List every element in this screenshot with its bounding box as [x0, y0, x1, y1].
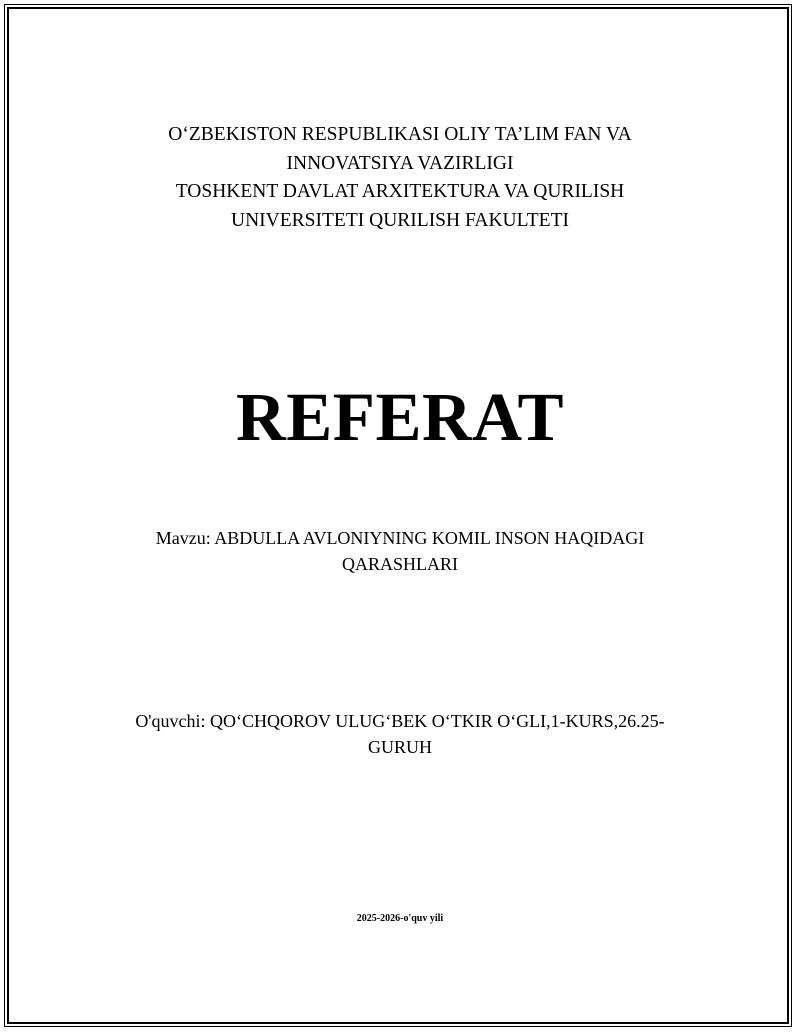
student-section — [0, 708, 800, 760]
student-line-1: O'quvchi: QO‘CHQOROV ULUG‘BEK O‘TKIR O‘GLI,1-KURS,26.25- — [135, 711, 665, 731]
topic-line-2: QARASHLARI — [341, 554, 458, 574]
topic-line-1: Mavzu: ABDULLA AVLONIYNING KOMIL INSON HAQIDAGI — [155, 528, 645, 548]
institution-header — [0, 121, 800, 235]
header-line-2: INNOVATSIYA VAZIRLIGI — [286, 152, 514, 174]
header-line-4: UNIVERSITETI QURILISH FAKULTETI — [231, 209, 569, 231]
topic-section — [0, 525, 800, 577]
header-line-1: O‘ZBEKISTON RESPUBLIKASI OLIY TA’LIM FAN VA — [168, 124, 632, 145]
academic-year: 2025-2026-o'quv yili — [356, 913, 444, 924]
student-line-2: GURUH — [367, 737, 432, 757]
header-line-3: TOSHKENT DAVLAT ARXITEKTURA VA QURILISH — [175, 181, 625, 202]
document-title: REFERAT — [235, 379, 565, 455]
